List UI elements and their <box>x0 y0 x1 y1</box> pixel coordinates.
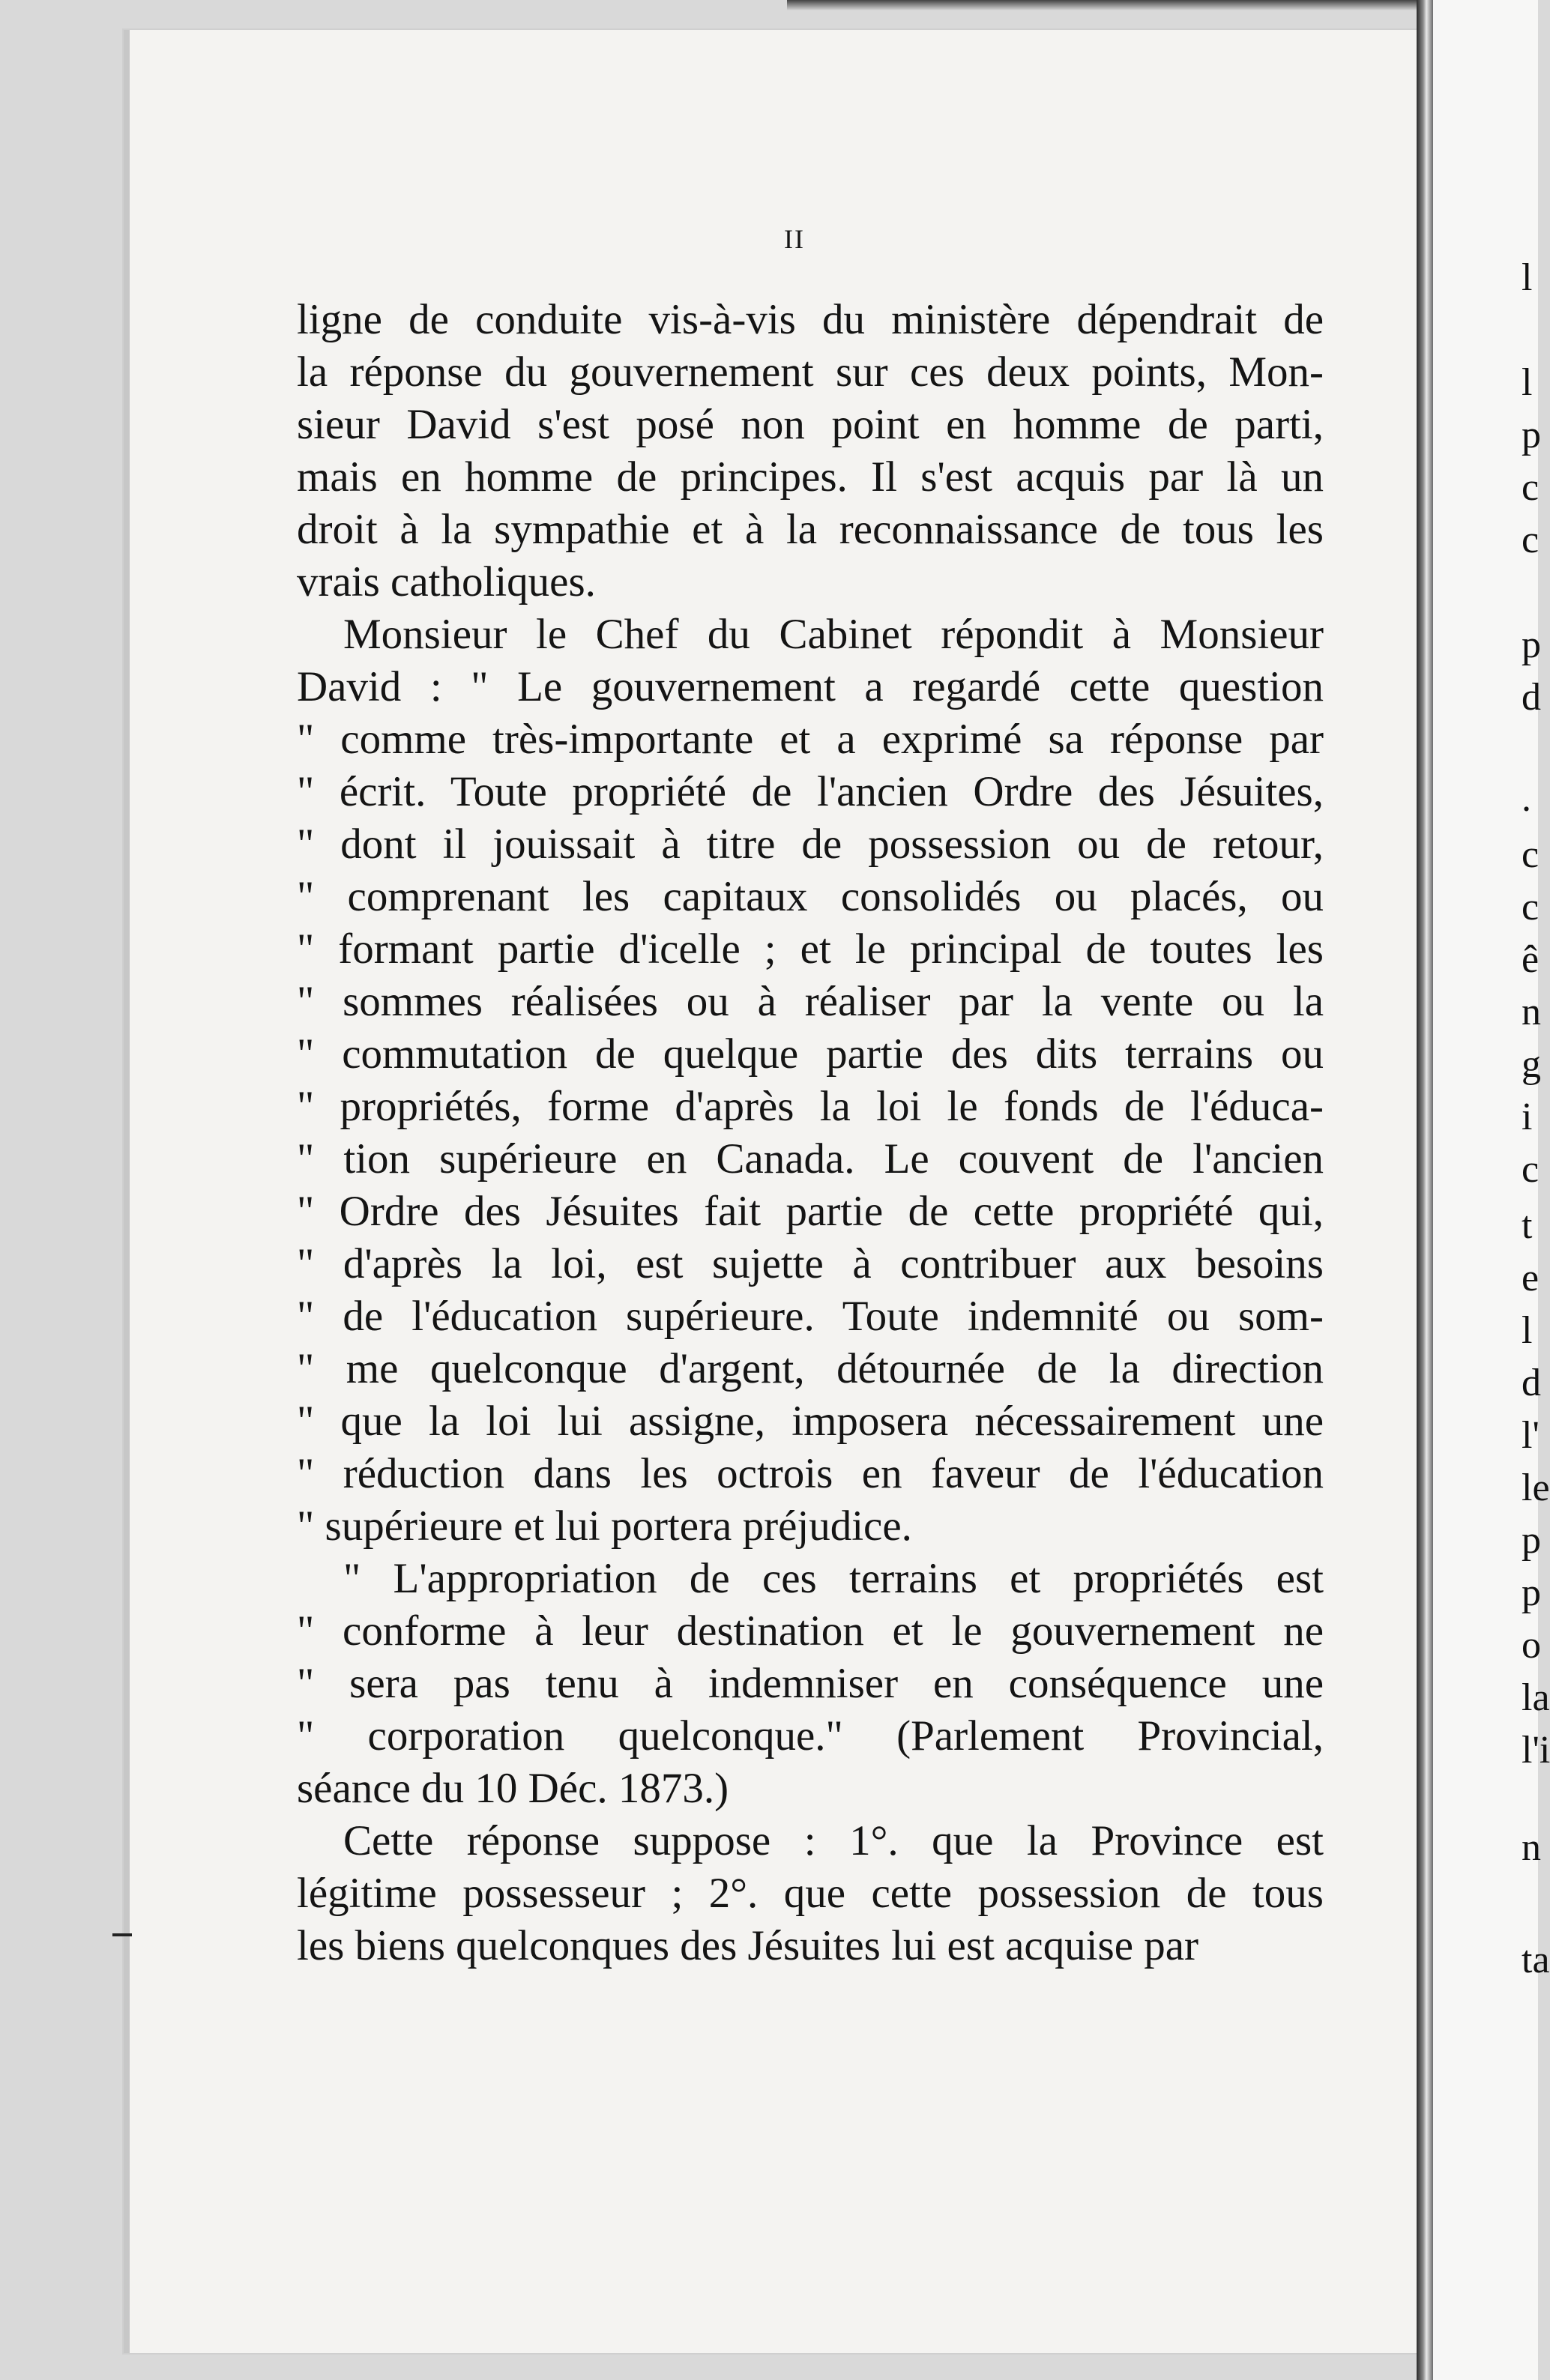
adjacent-page-fragment: p <box>1522 623 1541 666</box>
text-line: " tion supérieure en Canada. Le couvent de l'ancien <box>297 1135 1324 1183</box>
adjacent-page-fragment: c <box>1522 466 1540 509</box>
text-line: vrais catholiques. <box>297 558 596 605</box>
text-line: " que la loi lui assigne, imposera nécessairement une <box>297 1398 1324 1445</box>
text-line: la réponse du gouvernement sur ces deux points, Mon- <box>297 348 1324 396</box>
text-line: " commutation de quelque partie des dits terrains ou <box>297 1030 1324 1078</box>
text-line: " comprenant les capitaux consolidés ou placés, ou <box>297 873 1324 920</box>
adjacent-page-fragment: n <box>1522 1826 1541 1869</box>
top-shadow <box>787 0 1432 10</box>
adjacent-page-fragment: t <box>1522 1204 1533 1247</box>
page-number: II <box>784 224 805 254</box>
text-line: Monsieur le Chef du Cabinet répondit à Monsieur <box>343 611 1324 658</box>
text-line: mais en homme de principes. Il s'est acquis par là un <box>297 453 1324 501</box>
text-line: Cette réponse suppose : 1°. que la Province est <box>343 1817 1324 1864</box>
adjacent-page-fragment: ê <box>1522 938 1540 981</box>
book-spine <box>1417 0 1433 2380</box>
text-line: droit à la sympathie et à la reconnaissance de tous les <box>297 506 1324 553</box>
text-line: " conforme à leur destination et le gouvernement ne <box>297 1607 1324 1655</box>
adjacent-page-fragment: l'i <box>1522 1729 1550 1772</box>
adjacent-page-fragment: n <box>1522 991 1541 1033</box>
text-line: " supérieure et lui portera préjudice. <box>297 1502 912 1550</box>
body-text <box>297 294 1324 1972</box>
margin-mark <box>112 1933 132 1936</box>
adjacent-page-fragment: l <box>1522 1309 1533 1352</box>
adjacent-page-fragment: c <box>1522 886 1540 928</box>
text-line: David : " Le gouvernement a regardé cette question <box>297 663 1324 710</box>
text-line: " formant partie d'icelle ; et le principal de toutes les <box>297 925 1324 973</box>
adjacent-page-fragment: c <box>1522 1148 1540 1191</box>
text-line: " corporation quelconque." (Parlement Provincial, <box>297 1712 1324 1760</box>
adjacent-page-fragment: l <box>1522 361 1533 404</box>
adjacent-page-fragment: l' <box>1522 1414 1540 1457</box>
text-line: sieur David s'est posé non point en homme de parti, <box>297 401 1324 448</box>
text-line: " L'appropriation de ces terrains et propriétés est <box>343 1555 1324 1602</box>
page-left-edge <box>124 30 130 2353</box>
text-line: " de l'éducation supérieure. Toute indemnité ou som- <box>297 1293 1324 1340</box>
text-line: " sera pas tenu à indemniser en conséquence une <box>297 1660 1324 1707</box>
adjacent-page-fragment: e <box>1522 1257 1540 1299</box>
adjacent-page-fragment: c <box>1522 519 1540 561</box>
adjacent-page-fragment: g <box>1522 1043 1541 1086</box>
text-line: séance du 10 Déc. 1873.) <box>297 1765 729 1812</box>
adjacent-page-fragment: p <box>1522 1519 1541 1562</box>
text-line: " écrit. Toute propriété de l'ancien Ordre des Jésuites, <box>297 768 1324 815</box>
text-line: " réduction dans les octrois en faveur de l'éducation <box>297 1450 1324 1497</box>
text-line: légitime possesseur ; 2°. que cette possession de tous <box>297 1870 1324 1917</box>
adjacent-page-fragment: la <box>1522 1676 1550 1719</box>
text-line: " dont il jouissait à titre de possession ou de retour, <box>297 821 1324 868</box>
adjacent-page-fragment: p <box>1522 414 1541 456</box>
text-line: " Ordre des Jésuites fait partie de cette propriété qui, <box>297 1188 1324 1235</box>
text-line: " d'après la loi, est sujette à contribuer aux besoins <box>297 1240 1324 1287</box>
adjacent-page-edge <box>1433 0 1550 2380</box>
adjacent-page-fragment: d <box>1522 676 1541 719</box>
adjacent-page-fragment: d <box>1522 1362 1541 1404</box>
text-line: les biens quelconques des Jésuites lui est acquise par <box>297 1922 1199 1969</box>
text-line: " comme très-importante et a exprimé sa réponse par <box>297 716 1324 763</box>
adjacent-page-fragment: p <box>1522 1571 1541 1614</box>
adjacent-page-fragment: . <box>1522 777 1531 820</box>
text-line: " me quelconque d'argent, détournée de la direction <box>297 1345 1324 1392</box>
text-line: " sommes réalisées ou à réaliser par la vente ou la <box>297 978 1324 1025</box>
adjacent-page-fragment: l <box>1522 256 1533 299</box>
text-line: " propriétés, forme d'après la loi le fonds de l'éduca- <box>297 1083 1324 1130</box>
text-line: ligne de conduite vis-à-vis du ministère dépendrait de <box>297 296 1324 343</box>
adjacent-page-fragment: i <box>1522 1096 1533 1138</box>
adjacent-page-fragment: c <box>1522 833 1540 876</box>
adjacent-page-fragment: o <box>1522 1624 1541 1667</box>
adjacent-page-fragment: le <box>1522 1467 1550 1509</box>
adjacent-page-fragment: ta <box>1522 1939 1550 1981</box>
